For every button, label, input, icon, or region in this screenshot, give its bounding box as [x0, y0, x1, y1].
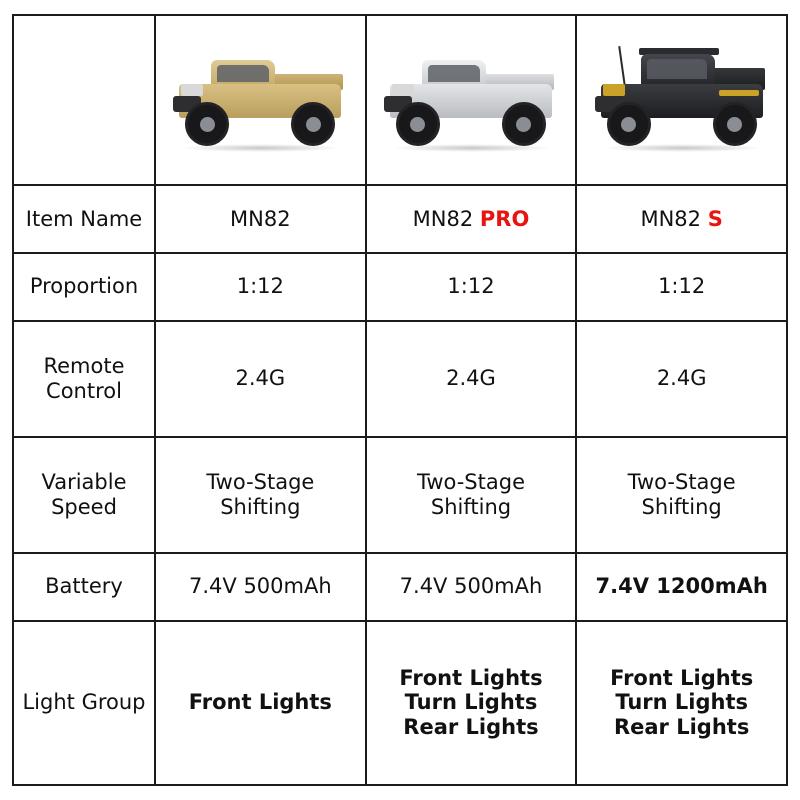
cell-battery-mn82pro: 7.4V 500mAh	[366, 553, 577, 621]
light-item: Rear Lights	[613, 715, 750, 740]
row-label-image	[13, 15, 155, 185]
cell-light-group-mn82pro	[366, 621, 577, 785]
cell-variable-speed-mn82s	[576, 437, 787, 553]
cell-item-name-mn82s	[576, 185, 787, 253]
variable-speed-line2: Shifting	[430, 494, 512, 519]
cell-battery-mn82s: 7.4V 1200mAh	[576, 553, 787, 621]
variable-speed-line1: Two-Stage	[627, 469, 736, 494]
row-label-light-group: Light Group	[13, 621, 155, 785]
truck-shadow	[181, 144, 341, 152]
table-row-images	[13, 15, 787, 185]
spec-table	[12, 14, 788, 786]
table-row-variable-speed	[13, 437, 787, 553]
cell-proportion-mn82pro: 1:12	[366, 253, 577, 321]
light-item: Turn Lights	[404, 690, 538, 715]
cell-battery-mn82: 7.4V 500mAh	[155, 553, 366, 621]
light-item: Front Lights	[188, 690, 332, 715]
cell-proportion-mn82: 1:12	[155, 253, 366, 321]
cell-light-group-mn82	[155, 621, 366, 785]
item-name-suffix: S	[707, 206, 723, 231]
table-row-remote-control	[13, 321, 787, 437]
cell-variable-speed-mn82pro	[366, 437, 577, 553]
light-item: Turn Lights	[615, 690, 748, 715]
truck-antenna	[618, 46, 626, 86]
truck-shadow	[392, 144, 552, 152]
cell-item-name-mn82pro	[366, 185, 577, 253]
table-row-battery	[13, 553, 787, 621]
light-item: Rear Lights	[403, 715, 539, 740]
product-image-mn82	[155, 15, 366, 185]
light-item: Front Lights	[399, 665, 543, 690]
cell-item-name-mn82	[155, 185, 366, 253]
truck-illustration-black	[587, 44, 777, 156]
truck-front-wheel	[396, 102, 440, 146]
cell-variable-speed-mn82	[155, 437, 366, 553]
truck-rear-wheel	[713, 102, 757, 146]
row-label-variable-speed	[13, 437, 155, 553]
cell-remote-control-mn82pro: 2.4G	[366, 321, 577, 437]
truck-window	[647, 59, 707, 79]
row-label-remote-control	[13, 321, 155, 437]
row-label-variable-speed-line2: Speed	[51, 494, 117, 519]
row-label-proportion: Proportion	[13, 253, 155, 321]
cell-light-group-mn82s	[576, 621, 787, 785]
variable-speed-line1: Two-Stage	[206, 469, 315, 494]
truck-front-wheel	[607, 102, 651, 146]
product-image-mn82s	[576, 15, 787, 185]
truck-rear-wheel	[502, 102, 546, 146]
row-label-battery: Battery	[13, 553, 155, 621]
truck-window	[428, 65, 480, 82]
truck-shadow	[603, 144, 763, 152]
light-item: Front Lights	[610, 665, 754, 690]
cell-remote-control-mn82s: 2.4G	[576, 321, 787, 437]
row-label-item-name: Item Name	[13, 185, 155, 253]
table-row-item-name	[13, 185, 787, 253]
variable-speed-line2: Shifting	[641, 494, 722, 519]
variable-speed-line1: Two-Stage	[416, 469, 525, 494]
truck-illustration-tan	[165, 44, 355, 156]
product-image-mn82pro	[366, 15, 577, 185]
cell-remote-control-mn82: 2.4G	[155, 321, 366, 437]
truck-illustration-silver	[376, 44, 566, 156]
table-row-light-group	[13, 621, 787, 785]
row-label-remote-control-line1: Remote	[43, 353, 125, 378]
item-name-suffix: PRO	[479, 206, 530, 231]
truck-grille	[181, 84, 203, 96]
row-label-remote-control-line2: Control	[46, 378, 122, 403]
truck-front-wheel	[185, 102, 229, 146]
truck-window	[217, 65, 269, 82]
cell-proportion-mn82s: 1:12	[576, 253, 787, 321]
item-name-text: MN82	[230, 206, 291, 231]
table-row-proportion	[13, 253, 787, 321]
item-name-text: MN82	[640, 206, 708, 231]
variable-speed-line2: Shifting	[220, 494, 301, 519]
truck-grille	[603, 84, 625, 96]
truck-stripe	[719, 90, 759, 96]
truck-rear-wheel	[291, 102, 335, 146]
row-label-variable-speed-line1: Variable	[41, 469, 127, 494]
item-name-text: MN82	[412, 206, 480, 231]
truck-grille	[392, 84, 414, 96]
